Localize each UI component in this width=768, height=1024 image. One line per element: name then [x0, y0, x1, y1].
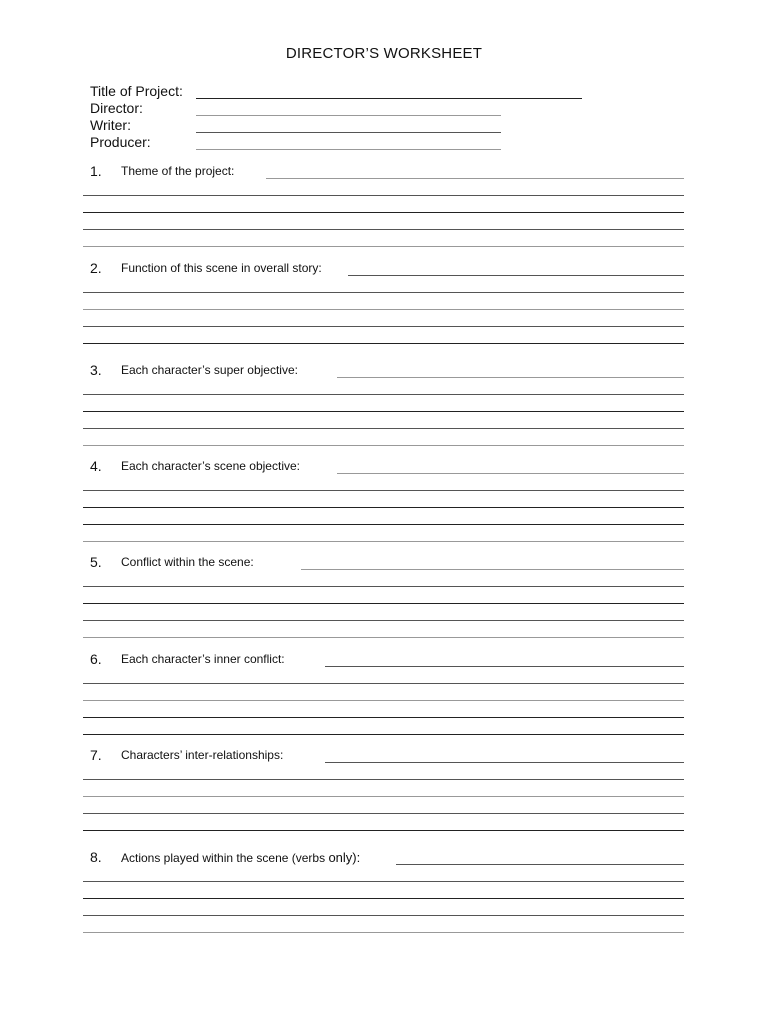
answer-line[interactable]: [83, 813, 684, 814]
question-text: Each character’s super objective:: [121, 363, 298, 377]
answer-line[interactable]: [83, 717, 684, 718]
answer-line[interactable]: [83, 309, 684, 310]
answer-line[interactable]: [83, 229, 684, 230]
answer-line[interactable]: [83, 411, 684, 412]
answer-line[interactable]: [83, 830, 684, 831]
answer-inline-line[interactable]: [337, 377, 684, 378]
answer-line[interactable]: [83, 507, 684, 508]
answer-line[interactable]: [83, 246, 684, 247]
question-text: Each character’s inner conflict:: [121, 652, 285, 666]
question-text-main: Actions played within the scene (verbs: [121, 851, 329, 865]
answer-inline-line[interactable]: [396, 864, 684, 865]
writer-label: Writer:: [90, 117, 131, 133]
answer-line[interactable]: [83, 292, 684, 293]
answer-line[interactable]: [83, 932, 684, 933]
director-label: Director:: [90, 100, 143, 116]
answer-line[interactable]: [83, 881, 684, 882]
answer-line[interactable]: [83, 637, 684, 638]
question-number: 7.: [90, 747, 102, 763]
question-text: Function of this scene in overall story:: [121, 261, 322, 275]
answer-inline-line[interactable]: [301, 569, 684, 570]
answer-line[interactable]: [83, 586, 684, 587]
answer-line[interactable]: [83, 683, 684, 684]
answer-inline-line[interactable]: [337, 473, 684, 474]
answer-line[interactable]: [83, 343, 684, 344]
answer-line[interactable]: [83, 541, 684, 542]
question-text: Each character’s scene objective:: [121, 459, 300, 473]
producer-label: Producer:: [90, 134, 151, 150]
answer-line[interactable]: [83, 524, 684, 525]
question-text: Characters’ inter-relationships:: [121, 748, 284, 762]
question-text: [121, 850, 360, 865]
answer-inline-line[interactable]: [325, 666, 684, 667]
answer-line[interactable]: [83, 734, 684, 735]
question-text: Conflict within the scene:: [121, 555, 254, 569]
answer-inline-line[interactable]: [325, 762, 684, 763]
producer-line[interactable]: [196, 149, 501, 150]
answer-line[interactable]: [83, 603, 684, 604]
answer-inline-line[interactable]: [348, 275, 684, 276]
title-of-project-line[interactable]: [196, 98, 582, 99]
answer-line[interactable]: [83, 915, 684, 916]
answer-line[interactable]: [83, 326, 684, 327]
writer-line[interactable]: [196, 132, 501, 133]
answer-line[interactable]: [83, 490, 684, 491]
answer-line[interactable]: [83, 195, 684, 196]
answer-inline-line[interactable]: [266, 178, 684, 179]
answer-line[interactable]: [83, 620, 684, 621]
question-number: 5.: [90, 554, 102, 570]
director-line[interactable]: [196, 115, 501, 116]
question-number: 3.: [90, 362, 102, 378]
question-number: 4.: [90, 458, 102, 474]
answer-line[interactable]: [83, 796, 684, 797]
answer-line[interactable]: [83, 428, 684, 429]
answer-line[interactable]: [83, 212, 684, 213]
question-text: Theme of the project:: [121, 164, 235, 178]
question-number: 2.: [90, 260, 102, 276]
question-number: 6.: [90, 651, 102, 667]
title-of-project-label: Title of Project:: [90, 83, 183, 99]
question-number: 1.: [90, 163, 102, 179]
answer-line[interactable]: [83, 700, 684, 701]
question-text-emphasis: only):: [328, 850, 361, 865]
page-title: DIRECTOR’S WORKSHEET: [285, 45, 483, 62]
answer-line[interactable]: [83, 779, 684, 780]
answer-line[interactable]: [83, 898, 684, 899]
answer-line[interactable]: [83, 394, 684, 395]
answer-line[interactable]: [83, 445, 684, 446]
question-number: 8.: [90, 849, 102, 865]
